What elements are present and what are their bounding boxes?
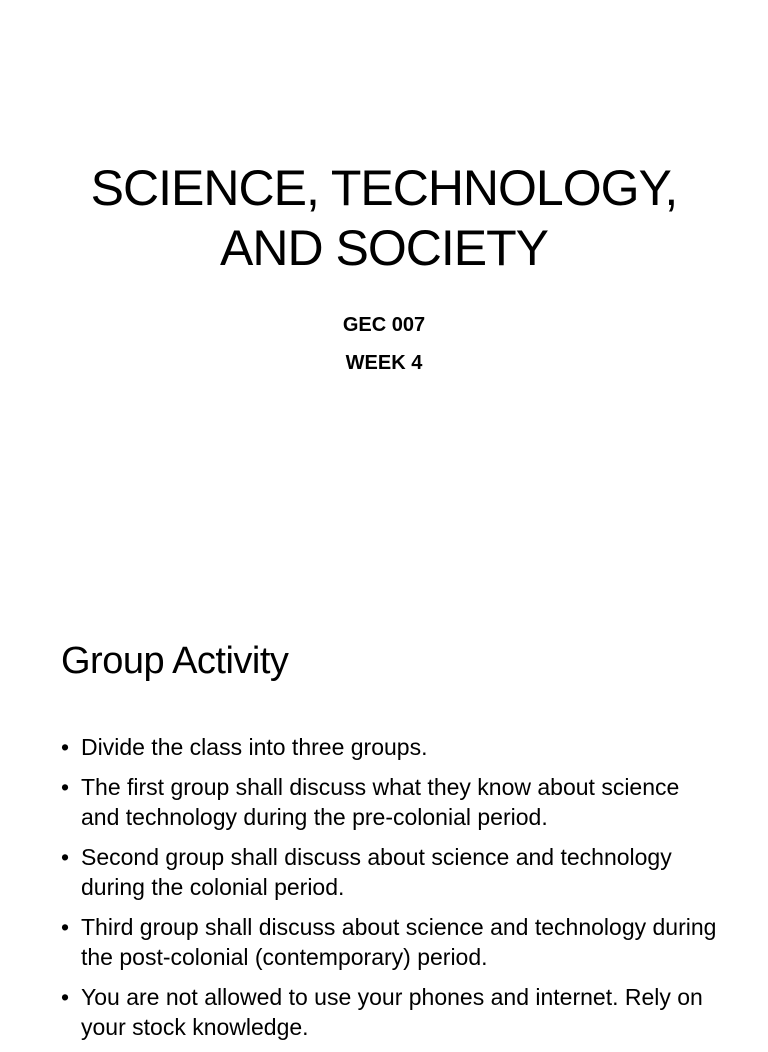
slide-title-line-1: SCIENCE, TECHNOLOGY,	[90, 160, 678, 216]
bullet-text: Divide the class into three groups.	[81, 734, 428, 760]
activity-bullet-list	[61, 732, 721, 1052]
week-label: WEEK 4	[345, 352, 423, 374]
bullet-text: You are not allowed to use your phones and internet. Rely on your stock knowledge.	[81, 984, 703, 1040]
bullet-icon: •	[61, 844, 70, 870]
bullet-item	[61, 772, 721, 832]
bullet-item	[61, 732, 721, 762]
bullet-icon: •	[61, 914, 70, 940]
slide-title-line-2: AND SOCIETY	[220, 220, 548, 276]
activity-heading: Group Activity	[61, 640, 289, 682]
bullet-item	[61, 982, 721, 1042]
slide-subtitle	[0, 306, 768, 382]
course-code: GEC 007	[342, 314, 426, 336]
bullet-icon: •	[61, 984, 70, 1010]
bullet-item	[61, 842, 721, 902]
bullet-icon: •	[61, 774, 70, 800]
bullet-text: The first group shall discuss what they know about science and technology during the pre-colonial period.	[81, 774, 680, 830]
bullet-item	[61, 912, 721, 972]
activity-slide	[0, 576, 768, 1040]
bullet-text: Third group shall discuss about science and technology during the post-colonial (contemporary) period.	[81, 914, 717, 970]
slide-title	[0, 158, 768, 278]
bullet-icon: •	[61, 734, 70, 760]
bullet-text: Second group shall discuss about science and technology during the colonial period.	[81, 844, 672, 900]
